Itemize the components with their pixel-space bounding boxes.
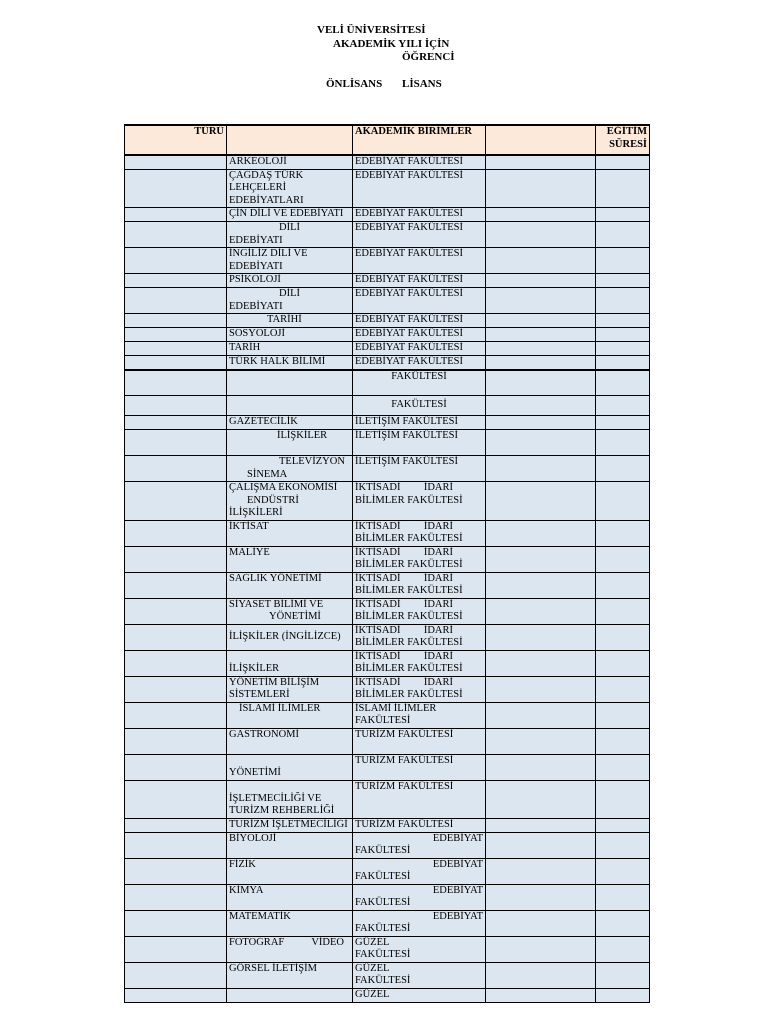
- cell-duration: [596, 624, 650, 650]
- cell-type: [125, 430, 227, 456]
- cell-program: YÖNETİM BİLİŞİM SİSTEMLERİ: [227, 676, 353, 702]
- cell-program: [227, 288, 353, 314]
- program-line: ENDÜSTRİ: [247, 494, 299, 506]
- cell-program: GÖRSEL İLETİŞİM: [227, 962, 353, 988]
- unit-part: İKTİSADİ: [355, 520, 401, 532]
- cell-duration: [596, 356, 650, 370]
- cell-blank: [486, 248, 596, 274]
- cell-program: [227, 456, 353, 482]
- table-row: [125, 288, 650, 314]
- unit-part: İDARİ: [423, 650, 453, 662]
- cell-program: GASTRONOMİ: [227, 728, 353, 754]
- cell-duration: [596, 818, 650, 832]
- unit-line: FAKÜLTESİ: [355, 871, 411, 882]
- cell-type: [125, 356, 227, 370]
- cell-program: TURİZM İŞLETMECİLİĞİ: [227, 818, 353, 832]
- cell-duration: [596, 248, 650, 274]
- cell-program: BİYOLOJİ: [227, 832, 353, 858]
- program-line: DİLİ: [279, 222, 300, 233]
- unit-part: İDARİ: [423, 624, 453, 636]
- cell-unit: [353, 676, 486, 702]
- table-row: [125, 546, 650, 572]
- cell-blank: [486, 274, 596, 288]
- unit-line: [355, 651, 483, 664]
- cell-type: [125, 222, 227, 248]
- cell-type: [125, 988, 227, 1002]
- table-row: [125, 884, 650, 910]
- cell-blank: [486, 208, 596, 222]
- cell-type: [125, 370, 227, 396]
- unit-line: [355, 599, 483, 612]
- col-header-blank: [486, 125, 596, 155]
- cell-blank: [486, 832, 596, 858]
- table-row: [125, 356, 650, 370]
- cell-blank: [486, 910, 596, 936]
- cell-blank: [486, 370, 596, 396]
- cell-blank: [486, 520, 596, 546]
- table-row: [125, 728, 650, 754]
- cell-program: YÖNETİMİ: [227, 754, 353, 780]
- cell-type: [125, 858, 227, 884]
- cell-unit: [353, 910, 486, 936]
- cell-type: [125, 650, 227, 676]
- cell-unit: EDEBİYAT FAKÜLTESİ: [353, 342, 486, 356]
- program-line: EDEBİYATI: [229, 300, 283, 312]
- cell-duration: [596, 416, 650, 430]
- cell-program: [227, 988, 353, 1002]
- cell-duration: [596, 650, 650, 676]
- academic-year-title: AKADEMİK YILI İÇİN: [333, 38, 450, 50]
- cell-type: [125, 342, 227, 356]
- cell-unit: [353, 936, 486, 962]
- cell-unit: FAKÜLTESİ: [353, 396, 486, 416]
- cell-duration: [596, 676, 650, 702]
- unit-line: BİLİMLER FAKÜLTESİ: [355, 689, 463, 700]
- cell-unit: [353, 520, 486, 546]
- table-row: [125, 155, 650, 169]
- cell-unit: TURİZM FAKÜLTESİ: [353, 818, 486, 832]
- cell-program: ÇAĞDAŞ TÜRK LEHÇELERİ EDEBİYATLARI: [227, 169, 353, 208]
- cell-type: [125, 728, 227, 754]
- cell-unit: [353, 832, 486, 858]
- table-row: [125, 676, 650, 702]
- cell-duration: [596, 884, 650, 910]
- table-row: [125, 482, 650, 521]
- cell-unit: [353, 572, 486, 598]
- table-row: [125, 416, 650, 430]
- cell-type: [125, 396, 227, 416]
- unit-part: İKTİSADİ: [355, 482, 401, 493]
- cell-unit: TURİZM FAKÜLTESİ: [353, 780, 486, 818]
- university-name: VELİ ÜNİVERSİTESİ: [317, 24, 426, 36]
- cell-type: [125, 520, 227, 546]
- table-row: [125, 248, 650, 274]
- cell-blank: [486, 482, 596, 521]
- cell-blank: [486, 546, 596, 572]
- unit-part: İKTİSADİ: [355, 546, 401, 558]
- cell-type: [125, 482, 227, 521]
- unit-part: İKTİSADİ: [355, 650, 401, 662]
- cell-type: [125, 416, 227, 430]
- cell-duration: [596, 430, 650, 456]
- cell-duration: [596, 314, 650, 328]
- cell-program: İKTİSAT: [227, 520, 353, 546]
- cell-type: [125, 288, 227, 314]
- col-header-type: TÜRÜ: [125, 125, 227, 155]
- cell-unit: [353, 650, 486, 676]
- cell-unit: İSLAMİ İLİMLER FAKÜLTESİ: [353, 702, 486, 728]
- cell-blank: [486, 988, 596, 1002]
- cell-duration: [596, 169, 650, 208]
- cell-duration: [596, 456, 650, 482]
- unit-line: BİLİMLER FAKÜLTESİ: [355, 585, 463, 596]
- table-row: [125, 169, 650, 208]
- table-row: [125, 430, 650, 456]
- unit-part: İDARİ: [423, 546, 453, 558]
- cell-type: [125, 818, 227, 832]
- cell-duration: [596, 754, 650, 780]
- cell-duration: [596, 274, 650, 288]
- cell-blank: [486, 728, 596, 754]
- cell-blank: [486, 356, 596, 370]
- cell-type: [125, 155, 227, 169]
- cell-duration: [596, 155, 650, 169]
- unit-part: İDARİ: [423, 520, 453, 532]
- table-row: [125, 342, 650, 356]
- table-row: [125, 818, 650, 832]
- unit-line: [355, 482, 483, 495]
- cell-unit: [353, 546, 486, 572]
- unit-line: FAKÜLTESİ: [355, 845, 411, 856]
- cell-unit: EDEBİYAT FAKÜLTESİ: [353, 248, 486, 274]
- table-row: [125, 650, 650, 676]
- unit-part: İKTİSADİ: [355, 624, 401, 636]
- cell-program: [227, 598, 353, 624]
- cell-program: İLİŞKİLER: [227, 650, 353, 676]
- unit-line: FAKÜLTESİ: [355, 897, 411, 908]
- table-row: [125, 222, 650, 248]
- cell-blank: [486, 780, 596, 818]
- cell-unit: FAKÜLTESİ: [353, 370, 486, 396]
- table-row: [125, 314, 650, 328]
- cell-type: [125, 598, 227, 624]
- table-header-row: [125, 125, 650, 155]
- cell-duration: [596, 858, 650, 884]
- col-header-unit: AKADEMİK BİRİMLER: [353, 125, 486, 155]
- table-row: [125, 988, 650, 1002]
- table-row: [125, 702, 650, 728]
- table-row: [125, 208, 650, 222]
- student-title: ÖĞRENCİ: [402, 51, 455, 63]
- unit-part: İKTİSADİ: [355, 676, 401, 688]
- cell-unit: [353, 962, 486, 988]
- unit-line: BİLİMLER FAKÜLTESİ: [355, 611, 463, 622]
- cell-unit: [353, 884, 486, 910]
- cell-program: [227, 482, 353, 521]
- cell-duration: [596, 962, 650, 988]
- cell-duration: [596, 288, 650, 314]
- cell-program: ÇİN DİLİ VE EDEBİYATI: [227, 208, 353, 222]
- unit-part: İDARİ: [423, 572, 453, 584]
- cell-blank: [486, 416, 596, 430]
- cell-program: GAZETECİLİK: [227, 416, 353, 430]
- cell-duration: [596, 572, 650, 598]
- cell-type: [125, 702, 227, 728]
- cell-blank: [486, 155, 596, 169]
- cell-type: [125, 832, 227, 858]
- cell-program: MATEMATİK: [227, 910, 353, 936]
- unit-line: BİLİMLER FAKÜLTESİ: [355, 637, 463, 648]
- cell-program: İŞLETMECİLİĞİ VE TURİZM REHBERLİĞİ: [227, 780, 353, 818]
- cell-blank: [486, 936, 596, 962]
- unit-line: BİLİMLER FAKÜLTESİ: [355, 663, 463, 674]
- cell-type: [125, 572, 227, 598]
- cell-blank: [486, 818, 596, 832]
- cell-duration: [596, 370, 650, 396]
- cell-type: [125, 624, 227, 650]
- unit-line: BİLİMLER FAKÜLTESİ: [355, 559, 463, 570]
- cell-program: SOSYOLOJİ: [227, 328, 353, 342]
- unit-part: İDARİ: [423, 482, 453, 493]
- cell-duration: [596, 598, 650, 624]
- cell-type: [125, 456, 227, 482]
- cell-duration: [596, 328, 650, 342]
- cell-blank: [486, 572, 596, 598]
- cell-type: [125, 274, 227, 288]
- cell-unit: EDEBİYAT FAKÜLTESİ: [353, 222, 486, 248]
- cell-blank: [486, 314, 596, 328]
- onlisans-label: ÖNLİSANS: [326, 78, 383, 90]
- cell-unit: İLETİŞİM FAKÜLTESİ: [353, 416, 486, 430]
- table-row: [125, 832, 650, 858]
- cell-program: İLİŞKİLER: [227, 430, 353, 456]
- cell-unit: TURİZM FAKÜLTESİ: [353, 728, 486, 754]
- unit-line: GÜZEL: [355, 936, 390, 948]
- cell-blank: [486, 169, 596, 208]
- table-row: [125, 598, 650, 624]
- cell-program: [227, 936, 353, 962]
- cell-program: FİZİK: [227, 858, 353, 884]
- program-line: İLİŞKİLERİ: [229, 507, 283, 518]
- cell-program: TARİHİ: [227, 314, 353, 328]
- table-row: [125, 456, 650, 482]
- programs-table: [124, 124, 650, 1003]
- unit-line: [355, 573, 483, 586]
- program-line: [229, 937, 350, 950]
- cell-program: İLİŞKİLER (İNGİLİZCE): [227, 624, 353, 650]
- cell-type: [125, 248, 227, 274]
- cell-type: [125, 208, 227, 222]
- cell-duration: [596, 208, 650, 222]
- unit-line: [355, 625, 483, 638]
- unit-line: EDEBİYAT: [432, 832, 483, 844]
- program-part: FOTOĞRAF: [229, 936, 285, 948]
- cell-type: [125, 169, 227, 208]
- cell-unit: [353, 858, 486, 884]
- cell-unit: [353, 624, 486, 650]
- cell-duration: [596, 832, 650, 858]
- cell-type: [125, 936, 227, 962]
- cell-blank: [486, 456, 596, 482]
- cell-unit: GÜZEL: [353, 988, 486, 1002]
- table-row: [125, 936, 650, 962]
- unit-line: EDEBİYAT: [432, 884, 483, 896]
- cell-blank: [486, 754, 596, 780]
- cell-type: [125, 314, 227, 328]
- cell-duration: [596, 936, 650, 962]
- program-line: ÇALIŞMA EKONOMİSİ: [229, 482, 338, 493]
- lisans-label: LİSANS: [402, 78, 442, 90]
- unit-part: İDARİ: [423, 676, 453, 688]
- table-row: [125, 572, 650, 598]
- cell-blank: [486, 858, 596, 884]
- cell-blank: [486, 396, 596, 416]
- cell-blank: [486, 328, 596, 342]
- unit-line: FAKÜLTESİ: [355, 923, 411, 934]
- table-row: [125, 328, 650, 342]
- cell-program: İSLAMİ İLİMLER: [227, 702, 353, 728]
- cell-unit: EDEBİYAT FAKÜLTESİ: [353, 314, 486, 328]
- cell-type: [125, 328, 227, 342]
- unit-line: EDEBİYAT: [432, 858, 483, 870]
- cell-program: [227, 370, 353, 396]
- program-line: SİNEMA: [247, 468, 288, 480]
- cell-unit: EDEBİYAT FAKÜLTESİ: [353, 155, 486, 169]
- cell-type: [125, 910, 227, 936]
- table-row: [125, 370, 650, 396]
- unit-part: İKTİSADİ: [355, 572, 401, 584]
- unit-part: İDARİ: [423, 598, 453, 610]
- table-row: [125, 754, 650, 780]
- unit-line: [355, 547, 483, 560]
- unit-line: FAKÜLTESİ: [355, 949, 411, 960]
- table-row: [125, 396, 650, 416]
- table-row: [125, 780, 650, 818]
- cell-type: [125, 546, 227, 572]
- cell-unit: [353, 482, 486, 521]
- cell-blank: [486, 598, 596, 624]
- cell-unit: EDEBİYAT FAKÜLTESİ: [353, 328, 486, 342]
- program-line: EDEBİYATI: [229, 234, 283, 246]
- cell-unit: EDEBİYAT FAKÜLTESİ: [353, 288, 486, 314]
- cell-duration: [596, 988, 650, 1002]
- program-line: YÖNETİMİ: [269, 611, 321, 622]
- cell-duration: [596, 702, 650, 728]
- cell-blank: [486, 430, 596, 456]
- cell-blank: [486, 702, 596, 728]
- cell-program: TARİH: [227, 342, 353, 356]
- cell-blank: [486, 624, 596, 650]
- cell-type: [125, 780, 227, 818]
- cell-type: [125, 754, 227, 780]
- unit-line: EDEBİYAT: [432, 910, 483, 922]
- cell-program: KİMYA: [227, 884, 353, 910]
- cell-unit: İLETİŞİM FAKÜLTESİ: [353, 456, 486, 482]
- unit-line: GÜZEL: [355, 962, 390, 974]
- table-row: [125, 962, 650, 988]
- cell-duration: [596, 728, 650, 754]
- cell-unit: [353, 598, 486, 624]
- cell-blank: [486, 884, 596, 910]
- cell-program: [227, 396, 353, 416]
- program-part: VİDEO: [311, 936, 344, 948]
- cell-unit: TURİZM FAKÜLTESİ: [353, 754, 486, 780]
- table-row: [125, 274, 650, 288]
- cell-duration: [596, 342, 650, 356]
- table-row: [125, 910, 650, 936]
- cell-program: İNGİLİZ DİLİ VE EDEBİYATI: [227, 248, 353, 274]
- cell-duration: [596, 396, 650, 416]
- cell-program: SAĞLIK YÖNETİMİ: [227, 572, 353, 598]
- cell-unit: EDEBİYAT FAKÜLTESİ: [353, 169, 486, 208]
- unit-line: [355, 521, 483, 534]
- cell-program: ARKEOLOJİ: [227, 155, 353, 169]
- unit-part: İKTİSADİ: [355, 598, 401, 610]
- cell-program: [227, 222, 353, 248]
- cell-duration: [596, 520, 650, 546]
- cell-blank: [486, 650, 596, 676]
- cell-type: [125, 962, 227, 988]
- cell-unit: EDEBİYAT FAKÜLTESİ: [353, 274, 486, 288]
- cell-unit: EDEBİYAT FAKÜLTESİ: [353, 356, 486, 370]
- program-line: SİYASET BİLİMİ VE: [229, 598, 324, 610]
- cell-program: TÜRK HALK BİLİMİ: [227, 356, 353, 370]
- cell-unit: İLETİŞİM FAKÜLTESİ: [353, 430, 486, 456]
- unit-line: BİLİMLER FAKÜLTESİ: [355, 533, 463, 544]
- col-header-program: [227, 125, 353, 155]
- cell-blank: [486, 962, 596, 988]
- cell-duration: [596, 222, 650, 248]
- cell-type: [125, 676, 227, 702]
- table-row: [125, 858, 650, 884]
- cell-duration: [596, 910, 650, 936]
- cell-blank: [486, 342, 596, 356]
- cell-unit: EDEBİYAT FAKÜLTESİ: [353, 208, 486, 222]
- cell-blank: [486, 676, 596, 702]
- cell-program: PSİKOLOJİ: [227, 274, 353, 288]
- unit-line: [355, 677, 483, 690]
- unit-line: BİLİMLER FAKÜLTESİ: [355, 494, 463, 506]
- cell-blank: [486, 222, 596, 248]
- program-line: DİLİ: [279, 288, 300, 299]
- cell-duration: [596, 546, 650, 572]
- cell-blank: [486, 288, 596, 314]
- cell-duration: [596, 482, 650, 521]
- cell-type: [125, 884, 227, 910]
- program-line: TELEVİZYON: [279, 456, 345, 467]
- table-row: [125, 520, 650, 546]
- cell-program: MALİYE: [227, 546, 353, 572]
- cell-duration: [596, 780, 650, 818]
- col-header-duration: EĞİTİM SÜRESİ: [596, 125, 650, 155]
- table-row: [125, 624, 650, 650]
- unit-line: FAKÜLTESİ: [355, 975, 411, 986]
